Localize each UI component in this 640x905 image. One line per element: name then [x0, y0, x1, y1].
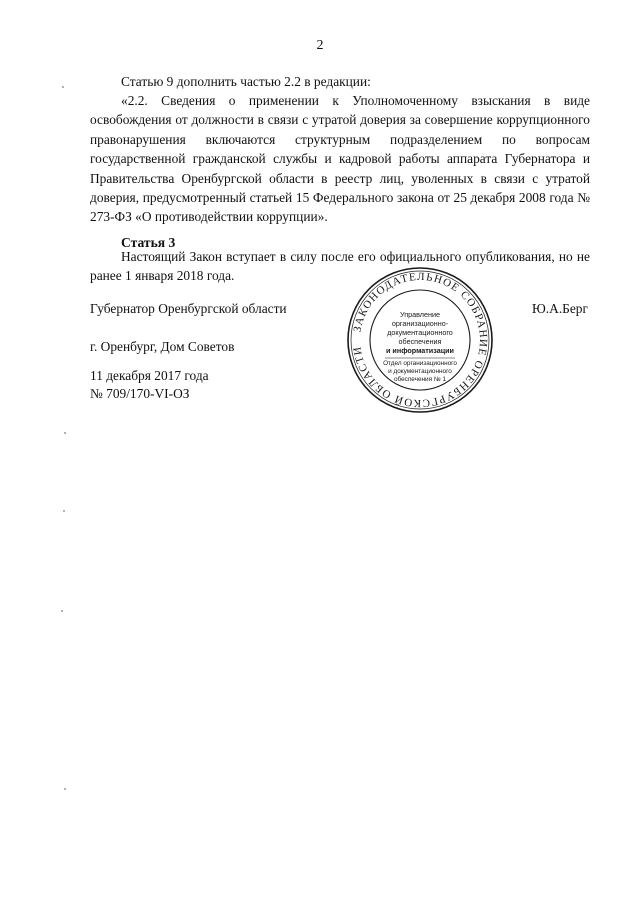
scan-speck — [64, 432, 66, 434]
scan-speck — [64, 788, 66, 790]
law-number: № 709/170-VI-ОЗ — [90, 386, 190, 401]
seal-center-line: и информатизации — [386, 346, 454, 355]
seal-center-line: обеспечения № 1 — [393, 376, 447, 383]
seal-center-line: документационного — [387, 328, 453, 337]
scan-speck — [63, 510, 65, 512]
paragraph-amendment-intro: Статью 9 дополнить частью 2.2 в редакции: — [121, 74, 371, 89]
seal-center-line: и документационного — [388, 368, 452, 375]
seal-center-line: Управление — [400, 310, 440, 319]
signing-date: 11 декабря 2017 года — [90, 368, 209, 383]
scan-speck — [61, 610, 63, 612]
signing-place: г. Оренбург, Дом Советов — [90, 339, 235, 354]
seal-center-text — [383, 310, 457, 383]
official-seal-stamp — [345, 265, 495, 415]
signatory-position: Губернатор Оренбургской области — [90, 301, 287, 316]
scan-speck — [62, 86, 64, 88]
signatory-name: Ю.А.Берг — [532, 301, 588, 316]
seal-center-line: организационно- — [391, 319, 449, 328]
seal-ring-text: ЗАКОНОДАТЕЛЬНОЕ СОБРАНИЕ ОРЕНБУРГСКОЙ ОБЛАСТИ — [351, 270, 490, 410]
seal-center-line: обеспечения — [398, 337, 442, 346]
page-number: 2 — [316, 38, 324, 53]
article-3-heading: Статья 3 — [121, 235, 176, 250]
paragraph-amendment-text: «2.2. Сведения о применении к Уполномоченному взыскания в виде освобождения от должности в связи с утратой доверия за совершение коррупционного правонарушения включаются структурным подразделением по вопросам государственной гражданской службы и кадровой работы аппарата Губернатора и Правительства Оренбургской области в реестр лиц, уволенных в связи с утратой доверия, предусмотренный статьей 15 Федерального закона от 25 декабря 2008 года № 273-ФЗ «О противодействии коррупции». — [90, 93, 590, 225]
paragraph-article-3: Настоящий Закон вступает в силу после его официального опубликования, но не ранее 1 января 2018 года. — [90, 249, 590, 284]
seal-center-line: Отдел организационного — [383, 360, 457, 367]
